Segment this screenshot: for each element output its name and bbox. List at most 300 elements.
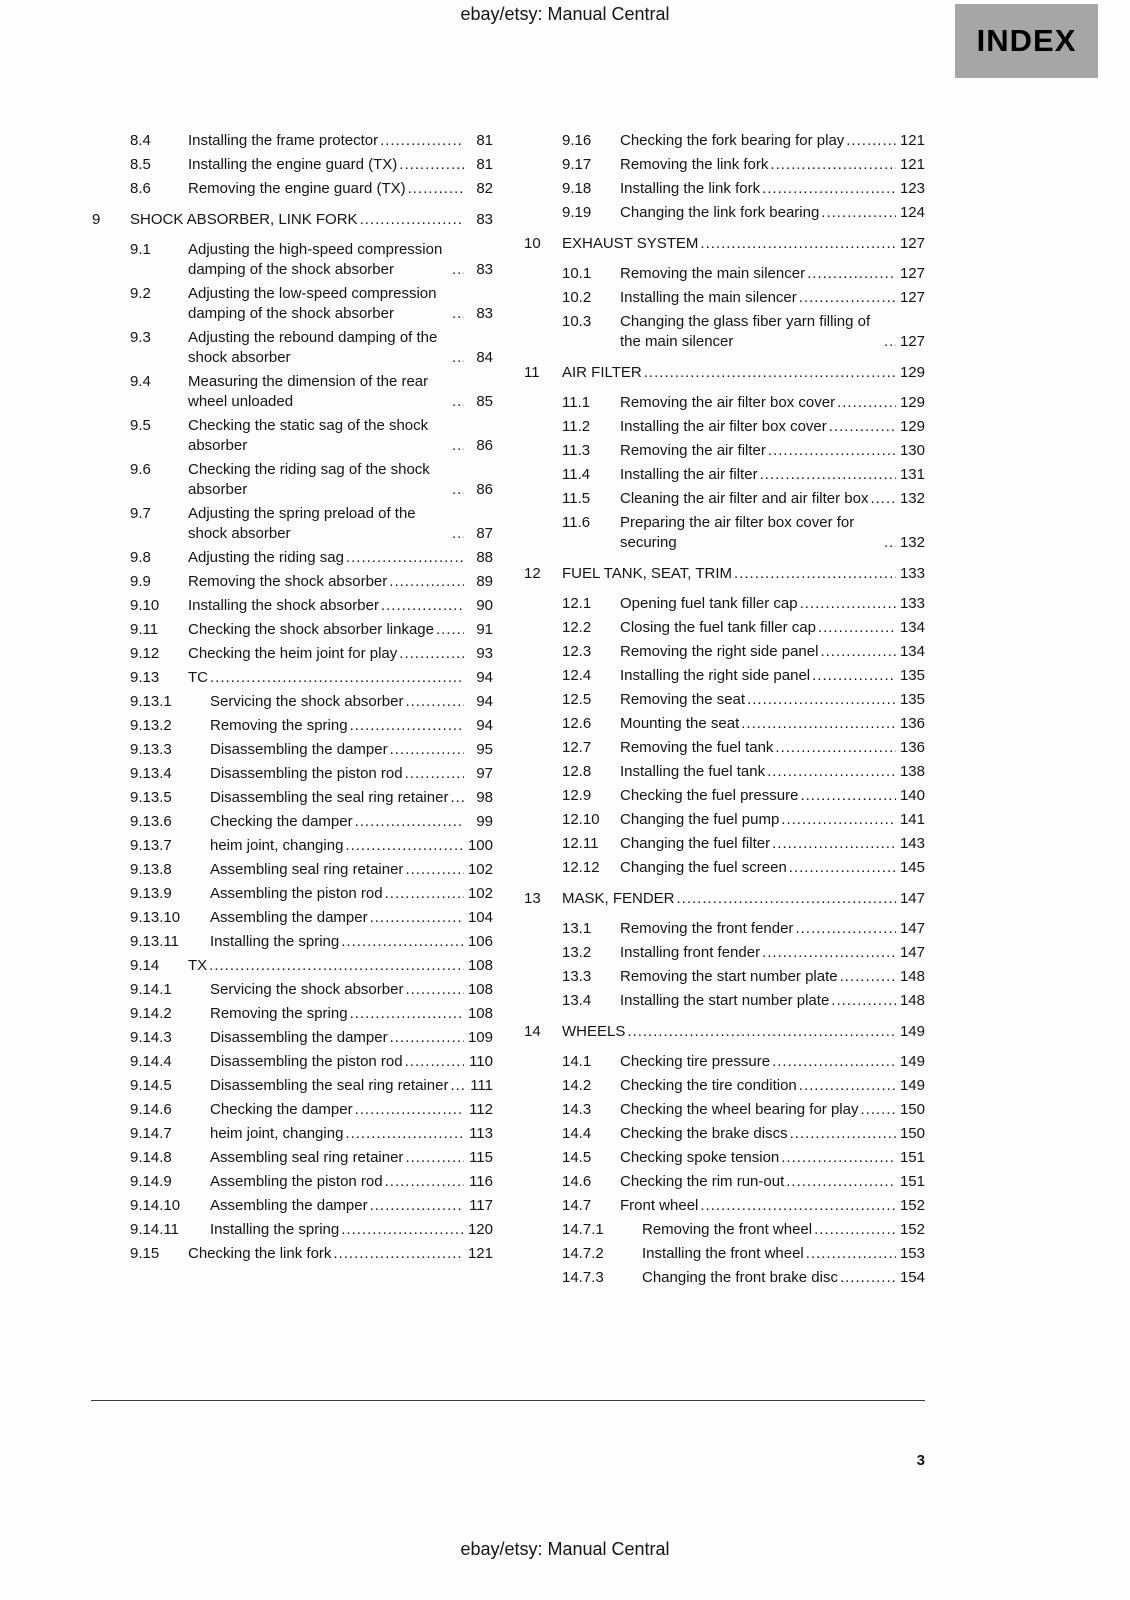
toc-entry-number: 9.14.4 [130,1053,172,1070]
toc-entry-title: Closing the fuel tank filler cap [620,619,816,636]
toc-entry [524,967,925,987]
toc-leader-dots [829,417,896,437]
toc-leader-dots [800,594,896,614]
toc-entry-body [620,690,925,710]
toc-entry-title: Disassembling the damper [210,1029,388,1046]
toc-entry-page: 104 [467,909,493,926]
toc-entry-body [620,465,925,485]
toc-leader-dots [333,1244,464,1264]
toc-leader-dots [399,644,464,664]
toc-entry [92,908,493,928]
toc-entry [524,564,925,584]
toc-leader-dots [800,786,896,806]
toc-entry-number: 9 [92,211,101,228]
toc-entry-number: 13.3 [562,968,592,985]
footer-divider [91,1400,925,1401]
toc-entry-page: 136 [899,715,925,732]
toc-entry-title: Assembling seal ring retainer [210,861,404,878]
toc-entry-page: 149 [899,1053,925,1070]
toc-entry-title: Checking the shock absorber linkage [188,621,434,638]
toc-entry-page: 138 [899,763,925,780]
toc-entry-title: Installing the shock absorber [188,597,379,614]
toc-entry-number: 11.2 [562,418,591,435]
toc-leader-dots [807,264,896,284]
toc-leader-dots [381,596,464,616]
toc-entry-number: 9.14.11 [130,1221,179,1238]
toc-entry [524,417,925,437]
toc-entry-number: 9.14.1 [130,981,172,998]
toc-entry [524,363,925,383]
toc-entry-page: 133 [899,565,925,582]
toc-entry [92,788,493,808]
toc-entry-title: Installing the engine guard (TX) [188,156,398,173]
toc-entry-body [620,834,925,854]
toc-entry-body [620,642,925,662]
toc-entry-number: 13.1 [562,920,592,937]
page-header-title: ebay/etsy: Manual Central [460,4,670,24]
toc-entry-number: 12.11 [562,835,599,852]
toc-entry-title: Mounting the seat [620,715,740,732]
toc-entry-page: 136 [899,739,925,756]
toc-entry-number: 14.3 [562,1101,592,1118]
toc-entry-body [620,264,925,284]
toc-entry-title: Removing the fuel tank [620,739,774,756]
toc-leader-dots [452,348,464,368]
toc-entry-title: Assembling the piston rod [210,885,383,902]
toc-entry-title: Measuring the dimension of the rear wheel unloaded [188,373,429,410]
toc-leader-dots [770,155,896,175]
page-number: 3 [916,1452,925,1469]
toc-entry-title: Checking the fuel pressure [620,787,799,804]
toc-entry [92,179,493,199]
toc-entry-title: Changing the fuel filter [620,835,771,852]
toc-entry-title: Checking the riding sag of the shock absorber [188,461,430,498]
toc-entry-body [620,179,925,199]
toc-entry [92,1100,493,1120]
toc-entry [524,1220,925,1240]
toc-entry-number: 9.14.9 [130,1173,172,1190]
toc-entry-body [130,210,493,230]
toc-entry-number: 9.3 [130,329,151,346]
toc-entry-body [620,810,925,830]
toc-entry-body [642,1268,925,1288]
toc-entry-body [210,860,493,880]
toc-entry-number: 14.7.1 [562,1221,604,1238]
toc-entry-title: FUEL TANK, SEAT, TRIM [562,565,733,582]
toc-entry-page: 121 [899,132,925,149]
toc-entry [524,465,925,485]
toc-entry-page: 123 [899,180,925,197]
toc-leader-dots [399,155,464,175]
toc-entry-page: 147 [899,944,925,961]
toc-entry [524,834,925,854]
toc-entry-title: Removing the seat [620,691,746,708]
toc-entry-body [210,836,493,856]
toc-leader-dots [884,332,896,352]
toc-entry [92,596,493,616]
toc-entry-body [210,740,493,760]
toc-leader-dots [210,668,464,688]
toc-entry [92,980,493,1000]
toc-entry [524,666,925,686]
toc-entry-number: 12.3 [562,643,592,660]
toc-entry-title: EXHAUST SYSTEM [562,235,699,252]
toc-left-column [92,131,493,1292]
toc-entry-page: 147 [899,890,925,907]
toc-entry-number: 13.4 [562,992,592,1009]
toc-leader-dots [767,762,896,782]
toc-entry-body [210,884,493,904]
toc-entry [92,716,493,736]
toc-entry-body [620,666,925,686]
toc-entry-page: 120 [467,1221,493,1238]
toc-entry-title: Adjusting the low-speed compression damping of the shock absorber [188,285,437,322]
toc-entry [524,234,925,254]
toc-entry-page: 152 [899,1221,925,1238]
toc-entry-page: 152 [899,1197,925,1214]
toc-entry-body [188,328,493,368]
toc-entry [92,240,493,280]
toc-entry-body [188,155,493,175]
toc-entry-title: Adjusting the riding sag [188,549,344,566]
toc-entry-title: Checking the damper [210,1101,353,1118]
toc-entry-title: Assembling the piston rod [210,1173,383,1190]
toc-entry-page: 129 [899,394,925,411]
toc-entry [92,884,493,904]
toc-entry-page: 141 [899,811,925,828]
toc-entry-body [620,203,925,223]
toc-entry-page: 89 [476,573,493,590]
toc-entry-title: Disassembling the damper [210,741,388,758]
toc-entry-body [188,572,493,592]
toc-entry-title: Checking the fork bearing for play [620,132,845,149]
toc-entry [524,594,925,614]
toc-entry-page: 149 [899,1077,925,1094]
toc-entry-body [562,363,925,383]
toc-entry-body [620,155,925,175]
toc-entry [92,1028,493,1048]
toc-entry-number: 14 [524,1023,541,1040]
toc-entry [524,642,925,662]
toc-entry-number: 14.7 [562,1197,592,1214]
toc-leader-dots [389,572,464,592]
toc-entry-title: heim joint, changing [210,1125,344,1142]
toc-entry-number: 9.13.1 [130,693,172,710]
toc-entry-body [210,908,493,928]
toc-entry-number: 12.1 [562,595,592,612]
toc-entry-body [210,932,493,952]
toc-leader-dots [818,618,896,638]
toc-entry-page: 106 [467,933,493,950]
toc-entry-body [188,644,493,664]
toc-entry-body [620,714,925,734]
toc-entry-body [210,812,493,832]
toc-leader-dots [870,489,896,509]
toc-entry-page: 154 [899,1269,925,1286]
toc-entry [92,131,493,151]
toc-entry [524,312,925,352]
toc-entry-page: 135 [899,691,925,708]
toc-entry-number: 9.6 [130,461,151,478]
toc-entry [524,155,925,175]
toc-entry-number: 9.19 [562,204,592,221]
toc-entry-page: 94 [476,693,493,710]
toc-entry-body [620,786,925,806]
toc-entry-title: Installing the front wheel [642,1245,804,1262]
toc-entry-number: 10 [524,235,541,252]
toc-entry-page: 148 [899,992,925,1009]
toc-entry-body [188,460,493,500]
toc-entry-body [188,131,493,151]
toc-entry-number: 11.1 [562,394,591,411]
toc-entry-page: 129 [899,418,925,435]
toc-entry-number: 12.4 [562,667,592,684]
toc-entry-body [620,1124,925,1144]
toc-entry-page: 147 [899,920,925,937]
toc-entry-title: Changing the fuel pump [620,811,780,828]
toc-entry-title: Installing the frame protector [188,132,379,149]
toc-entry-number: 10.1 [562,265,592,282]
toc-leader-dots [370,1196,464,1216]
toc-entry-number: 9.13.11 [130,933,179,950]
toc-leader-dots [346,548,464,568]
toc-leader-dots [345,1124,464,1144]
toc-entry-title: Disassembling the seal ring retainer [210,789,449,806]
toc-entry-body [562,564,925,584]
toc-leader-dots [436,620,464,640]
toc-entry-title: Installing the spring [210,933,340,950]
toc-entry [92,644,493,664]
toc-entry-title: Checking the heim joint for play [188,645,398,662]
toc-leader-dots [799,288,896,308]
toc-entry-title: Checking the tire condition [620,1077,797,1094]
toc-entry-body [620,618,925,638]
toc-entry-page: 97 [476,765,493,782]
toc-entry-page: 124 [899,204,925,221]
toc-entry-body [188,668,493,688]
toc-entry-title: Changing the fuel screen [620,859,787,876]
toc-entry-title: Removing the engine guard (TX) [188,180,406,197]
toc-leader-dots [341,1220,464,1240]
toc-leader-dots [452,524,464,544]
toc-entry [92,328,493,368]
toc-entry-body [620,131,925,151]
toc-entry [524,618,925,638]
toc-leader-dots [806,1244,896,1264]
toc-entry [524,1022,925,1042]
toc-entry-title: Removing the front fender [620,920,794,937]
toc-leader-dots [772,1052,896,1072]
toc-entry-number: 14.6 [562,1173,592,1190]
toc-entry [524,991,925,1011]
toc-entry-title: Checking the rim run-out [620,1173,785,1190]
toc-entry-title: Removing the start number plate [620,968,838,985]
toc-entry-title: Installing the spring [210,1221,340,1238]
toc-entry-page: 134 [899,619,925,636]
toc-entry-page: 127 [899,289,925,306]
toc-entry-page: 90 [476,597,493,614]
toc-leader-dots [644,363,896,383]
toc-entry-title: AIR FILTER [562,364,642,381]
toc-entry-page: 91 [476,621,493,638]
toc-entry [92,1052,493,1072]
toc-entry-body [642,1220,925,1240]
toc-entry-number: 9.13.9 [130,885,172,902]
toc-entry-title: Servicing the shock absorber [210,693,404,710]
toc-entry [524,203,925,223]
toc-entry-body [188,596,493,616]
toc-entry-body [620,1076,925,1096]
toc-entry-body [188,416,493,456]
toc-entry-body [210,1076,493,1096]
toc-entry-page: 86 [476,437,493,454]
toc-entry [92,1220,493,1240]
toc-leader-dots [370,908,464,928]
toc-entry-number: 9.9 [130,573,151,590]
toc-entry [524,288,925,308]
toc-entry-title: Servicing the shock absorber [210,981,404,998]
toc-entry-body [620,967,925,987]
toc-entry-page: 94 [476,717,493,734]
toc-entry-body [210,1220,493,1240]
toc-entry [524,889,925,909]
toc-leader-dots [408,179,464,199]
toc-entry-number: 9.2 [130,285,151,302]
toc-entry-title: Installing the fuel tank [620,763,766,780]
toc-leader-dots [840,1268,896,1288]
toc-entry-page: 85 [476,393,493,410]
toc-entry-body [210,980,493,1000]
toc-entry-title: Changing the front brake disc [642,1269,838,1286]
toc-leader-dots [781,810,896,830]
toc-entry-page: 93 [476,645,493,662]
toc-entry-number: 9.13.7 [130,837,172,854]
toc-entry-page: 127 [899,265,925,282]
toc-leader-dots [390,1028,464,1048]
toc-entry-body [620,513,925,553]
toc-entry-title: Installing the right side panel [620,667,811,684]
toc-entry-number: 12.8 [562,763,592,780]
toc-entry-page: 117 [469,1197,493,1214]
toc-entry-number: 12.10 [562,811,600,828]
toc-entry [92,1172,493,1192]
toc-entry-number: 9.12 [130,645,160,662]
toc-entry-page: 148 [899,968,925,985]
toc-entry-title: Checking the damper [210,813,353,830]
toc-entry [524,786,925,806]
toc-entry-body [210,716,493,736]
toc-leader-dots [860,1100,896,1120]
toc-leader-dots [786,1172,896,1192]
toc-leader-dots [812,666,896,686]
toc-entry-number: 11.3 [562,442,591,459]
toc-entry-number: 9.14.6 [130,1101,172,1118]
toc-entry-number: 14.7.2 [562,1245,604,1262]
toc-entry-body [620,594,925,614]
toc-entry-title: Disassembling the piston rod [210,1053,403,1070]
toc-entry-body [210,1028,493,1048]
toc-entry [524,441,925,461]
toc-leader-dots [341,932,464,952]
toc-entry-number: 14.7.3 [562,1269,604,1286]
toc-entry [524,1124,925,1144]
toc-entry-body [562,1022,925,1042]
toc-entry-number: 11 [524,364,540,381]
toc-entry-body [620,858,925,878]
toc-entry [524,393,925,413]
toc-entry-body [620,1148,925,1168]
toc-leader-dots [821,203,896,223]
toc-entry-page: 81 [476,132,493,149]
toc-entry-page: 116 [469,1173,493,1190]
toc-entry-title: Removing the shock absorber [188,573,388,590]
toc-right-column [524,131,925,1292]
toc-entry [92,1196,493,1216]
toc-entry-title: Checking the static sag of the shock absorber [188,417,429,454]
toc-entry-title: Installing the air filter box cover [620,418,827,435]
toc-entry-body [620,991,925,1011]
toc-entry [92,284,493,324]
toc-entry-number: 14.1 [562,1053,592,1070]
toc-entry-number: 10.2 [562,289,592,306]
toc-leader-dots [452,304,464,324]
toc-entry-title: Adjusting the high-speed compression damping of the shock absorber [188,241,443,278]
toc-entry-page: 127 [899,235,925,252]
toc-entry-body [620,441,925,461]
toc-entry-body [210,692,493,712]
toc-entry-body [210,1148,493,1168]
toc-entry-title: Removing the air filter [620,442,766,459]
toc-entry-number: 10.3 [562,313,592,330]
toc-entry-title: Installing the start number plate [620,992,830,1009]
toc-entry [92,1076,493,1096]
toc-entry-page: 132 [899,490,925,507]
toc-entry-title: Checking the wheel bearing for play [620,1101,859,1118]
toc-entry-page: 88 [476,549,493,566]
toc-entry-page: 140 [899,787,925,804]
toc-entry [524,714,925,734]
toc-entry-page: 150 [899,1101,925,1118]
toc-entry-page: 112 [469,1101,493,1118]
toc-leader-dots [799,1076,896,1096]
toc-entry [92,932,493,952]
toc-entry [524,1076,925,1096]
toc-entry [92,155,493,175]
toc-entry [92,372,493,412]
toc-entry [92,836,493,856]
toc-leader-dots [405,980,464,1000]
toc-leader-dots [355,812,464,832]
page-footer-title: ebay/etsy: Manual Central [460,1539,670,1559]
toc-entry-page: 98 [476,789,493,806]
toc-entry-number: 11.4 [562,466,591,483]
toc-leader-dots [700,234,896,254]
toc-entry-page: 99 [476,813,493,830]
toc-entry-number: 9.13.8 [130,861,172,878]
toc-entry-title: Checking the brake discs [620,1125,788,1142]
toc-leader-dots [209,956,464,976]
toc-entry-body [188,1244,493,1264]
toc-entry-number: 9.18 [562,180,592,197]
toc-entry [524,179,925,199]
toc-entry-number: 9.4 [130,373,151,390]
toc-entry [92,668,493,688]
toc-entry-body [620,919,925,939]
toc-entry-number: 9.8 [130,549,151,566]
toc-leader-dots [814,1220,896,1240]
toc-entry-page: 113 [469,1125,493,1142]
toc-entry-body [188,179,493,199]
